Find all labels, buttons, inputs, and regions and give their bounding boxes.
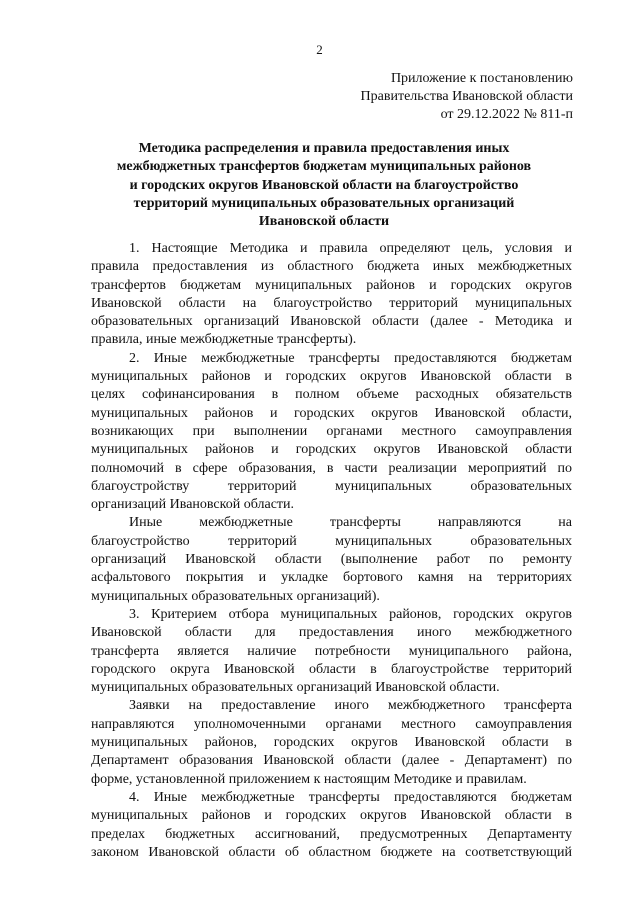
paragraph-line: 3. Критерием отбора муниципальных районов, городских округов — [129, 606, 572, 622]
paragraph — [91, 350, 572, 515]
appendix-line: от 29.12.2022 № 811-п — [440, 107, 573, 122]
paragraph — [91, 789, 572, 862]
paragraph-line: правила, иные межбюджетные трансферты). — [91, 332, 357, 348]
paragraph — [91, 697, 572, 788]
appendix-reference — [313, 70, 573, 124]
title-line: Ивановской области — [258, 214, 390, 230]
paragraph-line: 1. Настоящие Методика и правила определяют цель, условия и — [129, 241, 572, 256]
paragraph-line: 4. Иные межбюджетные трансферты предоставляются бюджетам — [129, 789, 572, 805]
paragraph-line: организаций Ивановской области. — [91, 497, 295, 513]
paragraph-line: Заявки на предоставление иного межбюджетного трансферта — [129, 698, 572, 714]
paragraph-line: Иные межбюджетные трансферты направляются на — [129, 515, 572, 531]
paragraph-line: целях софинансирования в полном объеме расходных обязательств — [91, 387, 572, 403]
paragraph-line: направляются уполномоченными органами местного самоуправления — [91, 716, 572, 732]
paragraph-line: полномочий в сфере образования, в части реализации мероприятий по — [91, 460, 572, 476]
document-title — [74, 140, 574, 231]
paragraph-line: муниципальных районов и городских округов Ивановской области — [91, 442, 572, 458]
paragraph-line: благоустройство территорий муниципальных образовательных — [91, 533, 572, 549]
paragraph-line: муниципальных районов и городских округов Ивановской области в — [91, 369, 572, 385]
page-number: 2 — [316, 42, 323, 57]
paragraph-line: возникающих при выполнении органами местного самоуправления — [91, 423, 572, 439]
paragraph-line: городского округа Ивановской области в благоустройстве территорий — [91, 661, 572, 677]
paragraph-line: организаций Ивановской области (выполнение работ по ремонту — [91, 552, 572, 568]
appendix-line: Правительства Ивановской области — [360, 89, 573, 104]
paragraph-line: муниципальных образовательных организаций). — [91, 588, 380, 604]
paragraph-line: благоустройству территорий муниципальных образовательных — [91, 478, 572, 494]
document-body — [91, 240, 572, 862]
paragraph-line: образовательных организаций Ивановской области (далее - Методика и — [91, 314, 572, 330]
paragraph-line: правила предоставления из областного бюджета иных межбюджетных — [91, 259, 572, 275]
paragraph-line: муниципальных районов и городских округов Ивановской области, — [91, 405, 572, 421]
paragraph — [91, 240, 572, 350]
paragraph-line: муниципальных районов и городских округов Ивановской области в — [91, 808, 572, 824]
paragraph-line: пределах бюджетных ассигнований, предусмотренных Департаменту — [91, 826, 572, 842]
appendix-line: Приложение к постановлению — [390, 71, 573, 86]
paragraph — [91, 514, 572, 605]
paragraph-line: 2. Иные межбюджетные трансферты предоставляются бюджетам — [129, 350, 572, 366]
paragraph-line: трансфертов бюджетам муниципальных районов и городских округов — [91, 277, 572, 293]
title-line: и городских округов Ивановской области на благоустройство — [129, 177, 519, 193]
paragraph-line: форме, установленной приложением к настоящим Методике и правилам. — [91, 771, 527, 787]
paragraph-line: асфальтового покрытия и укладке бортового камня на территориях — [91, 570, 572, 586]
title-line: Методика распределения и правила предоставления иных — [138, 141, 510, 156]
paragraph-line: законом Ивановской области об областном бюджете на соответствующий — [91, 844, 572, 860]
paragraph-line: Департамент образования Ивановской области (далее - Департамент) по — [91, 753, 572, 769]
paragraph-line: трансферта является наличие потребности муниципального района, — [91, 643, 572, 659]
title-line: межбюджетных трансфертов бюджетам муниципальных районов — [116, 159, 532, 175]
paragraph-line: Ивановской области на благоустройство территорий муниципальных — [91, 295, 572, 311]
title-line: территорий муниципальных образовательных организаций — [133, 195, 515, 211]
paragraph-line: Ивановской области для предоставления иного межбюджетного — [91, 625, 572, 641]
paragraph-line: муниципальных районов, городских округов Ивановской области в — [91, 735, 572, 751]
paragraph-line: муниципальных образовательных организаций Ивановской области. — [91, 680, 500, 696]
paragraph — [91, 606, 572, 697]
